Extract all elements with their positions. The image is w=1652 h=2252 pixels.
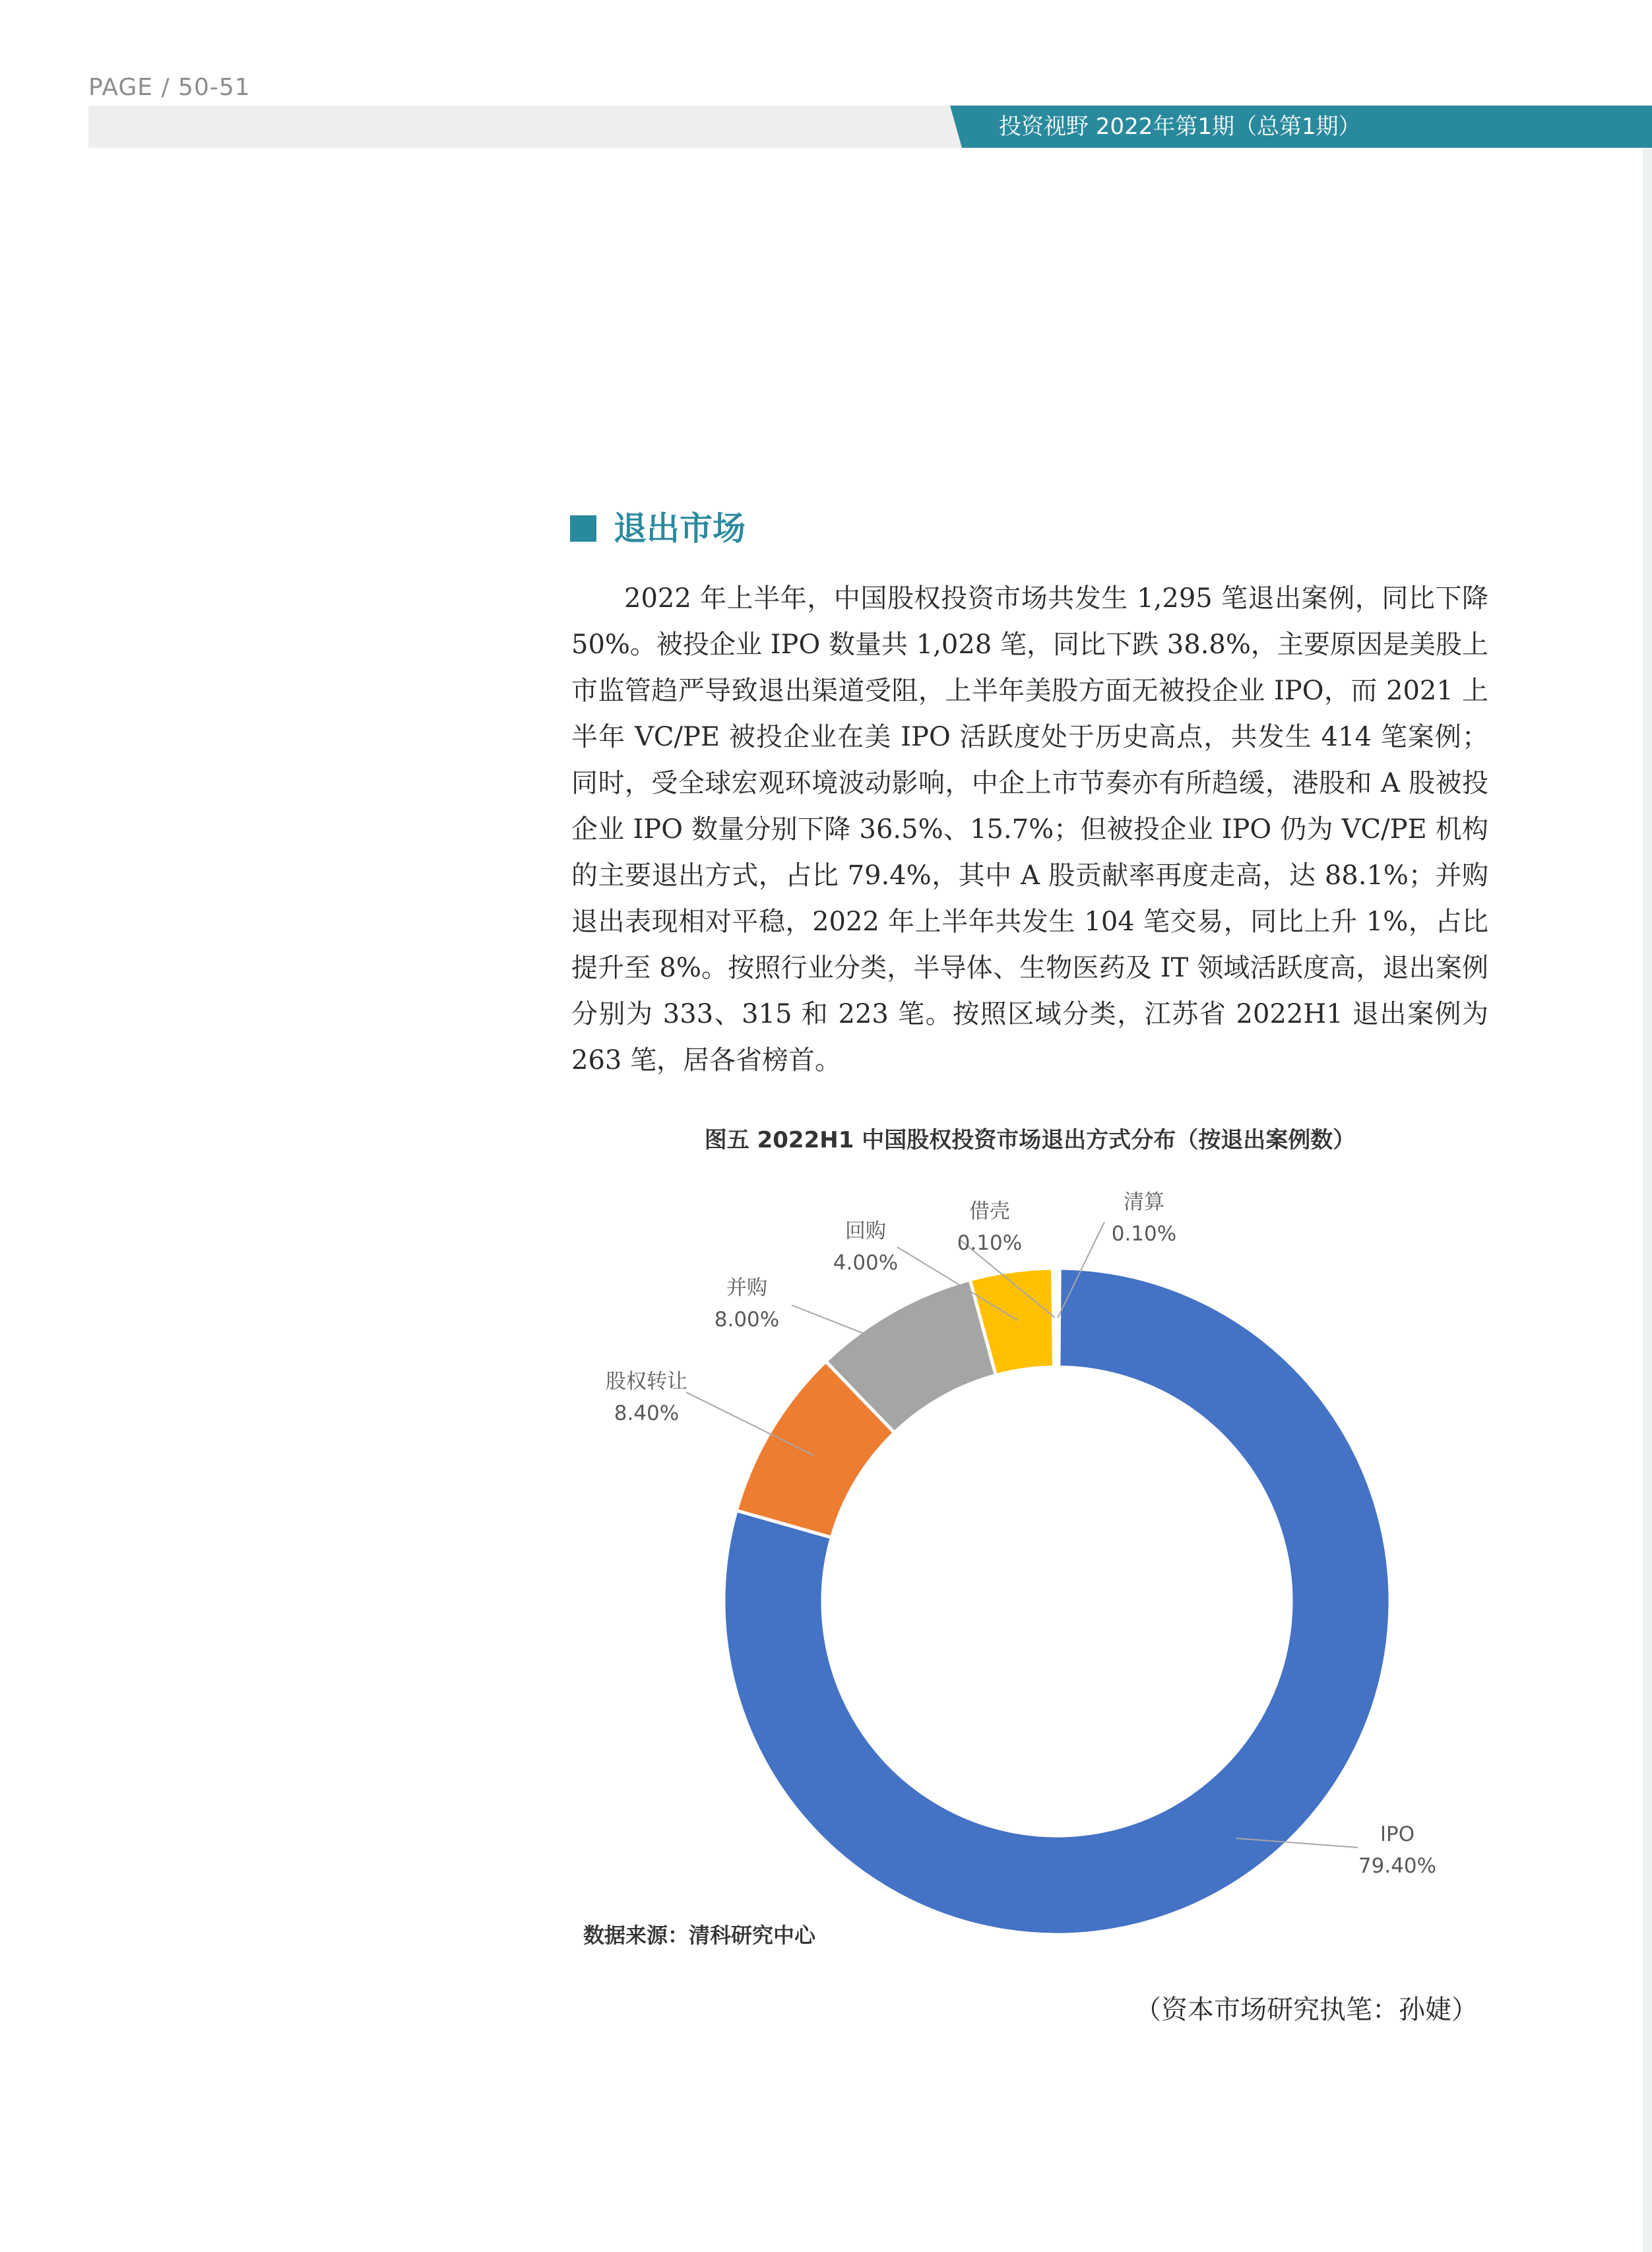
slice-label-5: 清算 — [1124, 1190, 1164, 1214]
page-number: PAGE / 50-51 — [88, 74, 251, 101]
slice-value-2: 8.00% — [714, 1308, 780, 1332]
slice-label-1: 股权转让 — [606, 1370, 687, 1394]
slice-label-0: IPO — [1380, 1822, 1415, 1846]
slice-value-3: 4.00% — [833, 1251, 899, 1275]
chart-title: 图五 2022H1 中国股权投资市场退出方式分布（按退出案例数） — [704, 1127, 1356, 1153]
section-title: 退出市场 — [614, 509, 746, 548]
slice-value-5: 0.10% — [1111, 1222, 1177, 1246]
slice-label-4: 借壳 — [969, 1200, 1010, 1223]
body-paragraph: 2022 年上半年，中国股权投资市场共发生 1,295 笔退出案例，同比下降 50%。被投企业 IPO 数量共 1,028 笔，同比下跌 38.8%，主要原因是美股上市监管趋严导致退出渠道受阻，上半年美股方面无被投企业 IPO，而 2021 上半年 VC/PE 被投企业在美 IPO 活跃度处于历史高点，共发生 414 笔案例；同时，受全球宏观环境波动影响，中企上市节奏亦有所趋缓，港股和 A 股被投企业 IPO 数量分别下降 36.5%、15.7%；但被投企业 IPO 仍为 VC/PE 机构的主要退出方式，占比 79.4%，其中 A 股贡献率再度走高，达 88.1%；并购退出表现相对平稳，2022 年上半年共发生 104 笔交易，同比上升 1%，占比提升至 8%。按照行业分类，半导体、生物医药及 IT 领域活跃度高，退出案例分别为 333、315 和 223 笔。按照区域分类，江苏省 2022H1 退出案例为 263 笔，居各省榜首。 — [571, 583, 1488, 1076]
source-note: 数据来源：清科研究中心 — [583, 1923, 816, 1948]
publication-title: 投资视野 2022年第1期（总第1期） — [999, 113, 1361, 140]
slice-value-0: 79.40% — [1358, 1854, 1437, 1878]
slice-label-2: 并购 — [726, 1276, 767, 1300]
slice-value-4: 0.10% — [957, 1231, 1023, 1255]
author-credit: （资本市场研究执笔：孙婕） — [1135, 1995, 1478, 2025]
slice-value-1: 8.40% — [614, 1401, 680, 1425]
slice-label-3: 回购 — [845, 1219, 886, 1243]
